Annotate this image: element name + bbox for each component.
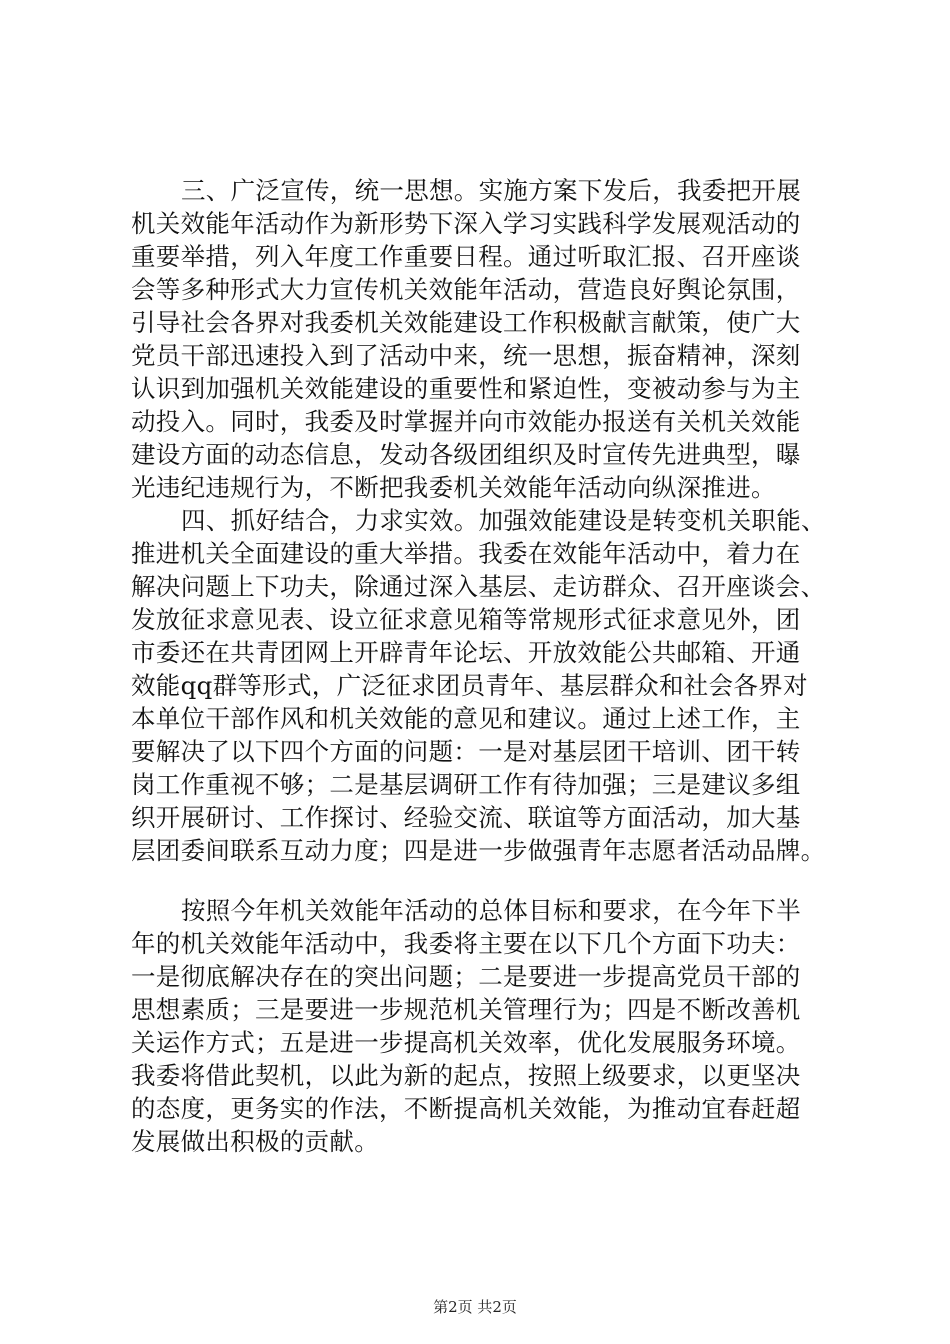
text-line: 织开展研讨、工作探讨、经验交流、联谊等方面活动，加大基 — [131, 803, 801, 832]
page-number-indicator: 第2页 共2页 — [433, 1298, 517, 1316]
text-line: 四、抓好结合，力求实效。加强效能建设是转变机关职能、 — [181, 506, 826, 535]
text-line: 一是彻底解决存在的突出问题；二是要进一步提高党员干部的 — [131, 962, 801, 991]
text-line: 动投入。同时，我委及时掌握并向市效能办报送有关机关效能 — [131, 407, 801, 436]
text-line: 会等多种形式大力宣传机关效能年活动，营造良好舆论氛围， — [131, 275, 801, 304]
text-line: 本单位干部作风和机关效能的意见和建议。通过上述工作，主 — [131, 704, 801, 733]
text-line: 机关效能年活动作为新形势下深入学习实践科学发展观活动的 — [131, 209, 801, 238]
text-line: 引导社会各界对我委机关效能建设工作积极献言献策，使广大 — [131, 308, 801, 337]
text-line: 解决问题上下功夫，除通过深入基层、走访群众、召开座谈会、 — [131, 572, 826, 601]
text-line: 要解决了以下四个方面的问题：一是对基层团干培训、团干转 — [131, 737, 801, 766]
paragraph-combine-results — [131, 504, 826, 867]
text-line: 效能qq群等形式，广泛征求团员青年、基层群众和社会各界对 — [131, 671, 808, 700]
text-line: 年的机关效能年活动中，我委将主要在以下几个方面下功夫： — [131, 929, 801, 958]
text-line: 推进机关全面建设的重大举措。我委在效能年活动中，着力在 — [131, 539, 801, 568]
text-line: 认识到加强机关效能建设的重要性和紧迫性，变被动参与为主 — [131, 374, 801, 403]
paragraph-broad-publicity — [131, 174, 821, 504]
text-line: 层团委间联系互动力度；四是进一步做强青年志愿者活动品牌。 — [131, 836, 826, 865]
text-line: 发放征求意见表、设立征求意见箱等常规形式征求意见外，团 — [131, 605, 801, 634]
document-body — [131, 174, 826, 1158]
text-line: 的态度，更务实的作法，不断提高机关效能，为推动宜春赶超 — [131, 1094, 801, 1123]
text-line: 我委将借此契机，以此为新的起点，按照上级要求，以更坚决 — [131, 1061, 801, 1090]
text-line: 按照今年机关效能年活动的总体目标和要求，在今年下半 — [181, 896, 801, 925]
text-line: 岗工作重视不够；二是基层调研工作有待加强；三是建议多组 — [131, 770, 801, 799]
text-line: 思想素质；三是要进一步规范机关管理行为；四是不断改善机 — [131, 995, 801, 1024]
paragraph-spacer — [131, 867, 821, 894]
text-line: 发展做出积极的贡献。 — [131, 1127, 379, 1156]
paragraph-next-steps — [131, 894, 821, 1158]
text-line: 关运作方式；五是进一步提高机关效率，优化发展服务环境。 — [131, 1028, 801, 1057]
text-line: 党员干部迅速投入到了活动中来，统一思想，振奋精神，深刻 — [131, 341, 801, 370]
text-line: 市委还在共青团网上开辟青年论坛、开放效能公共邮箱、开通 — [131, 638, 801, 667]
text-line: 建设方面的动态信息，发动各级团组织及时宣传先进典型，曝 — [131, 440, 801, 469]
text-line: 光违纪违规行为，不断把我委机关效能年活动向纵深推进。 — [131, 473, 776, 502]
page-footer — [0, 1297, 950, 1317]
text-line: 三、广泛宣传，统一思想。实施方案下发后，我委把开展 — [181, 176, 801, 205]
text-line: 重要举措，列入年度工作重要日程。通过听取汇报、召开座谈 — [131, 242, 801, 271]
